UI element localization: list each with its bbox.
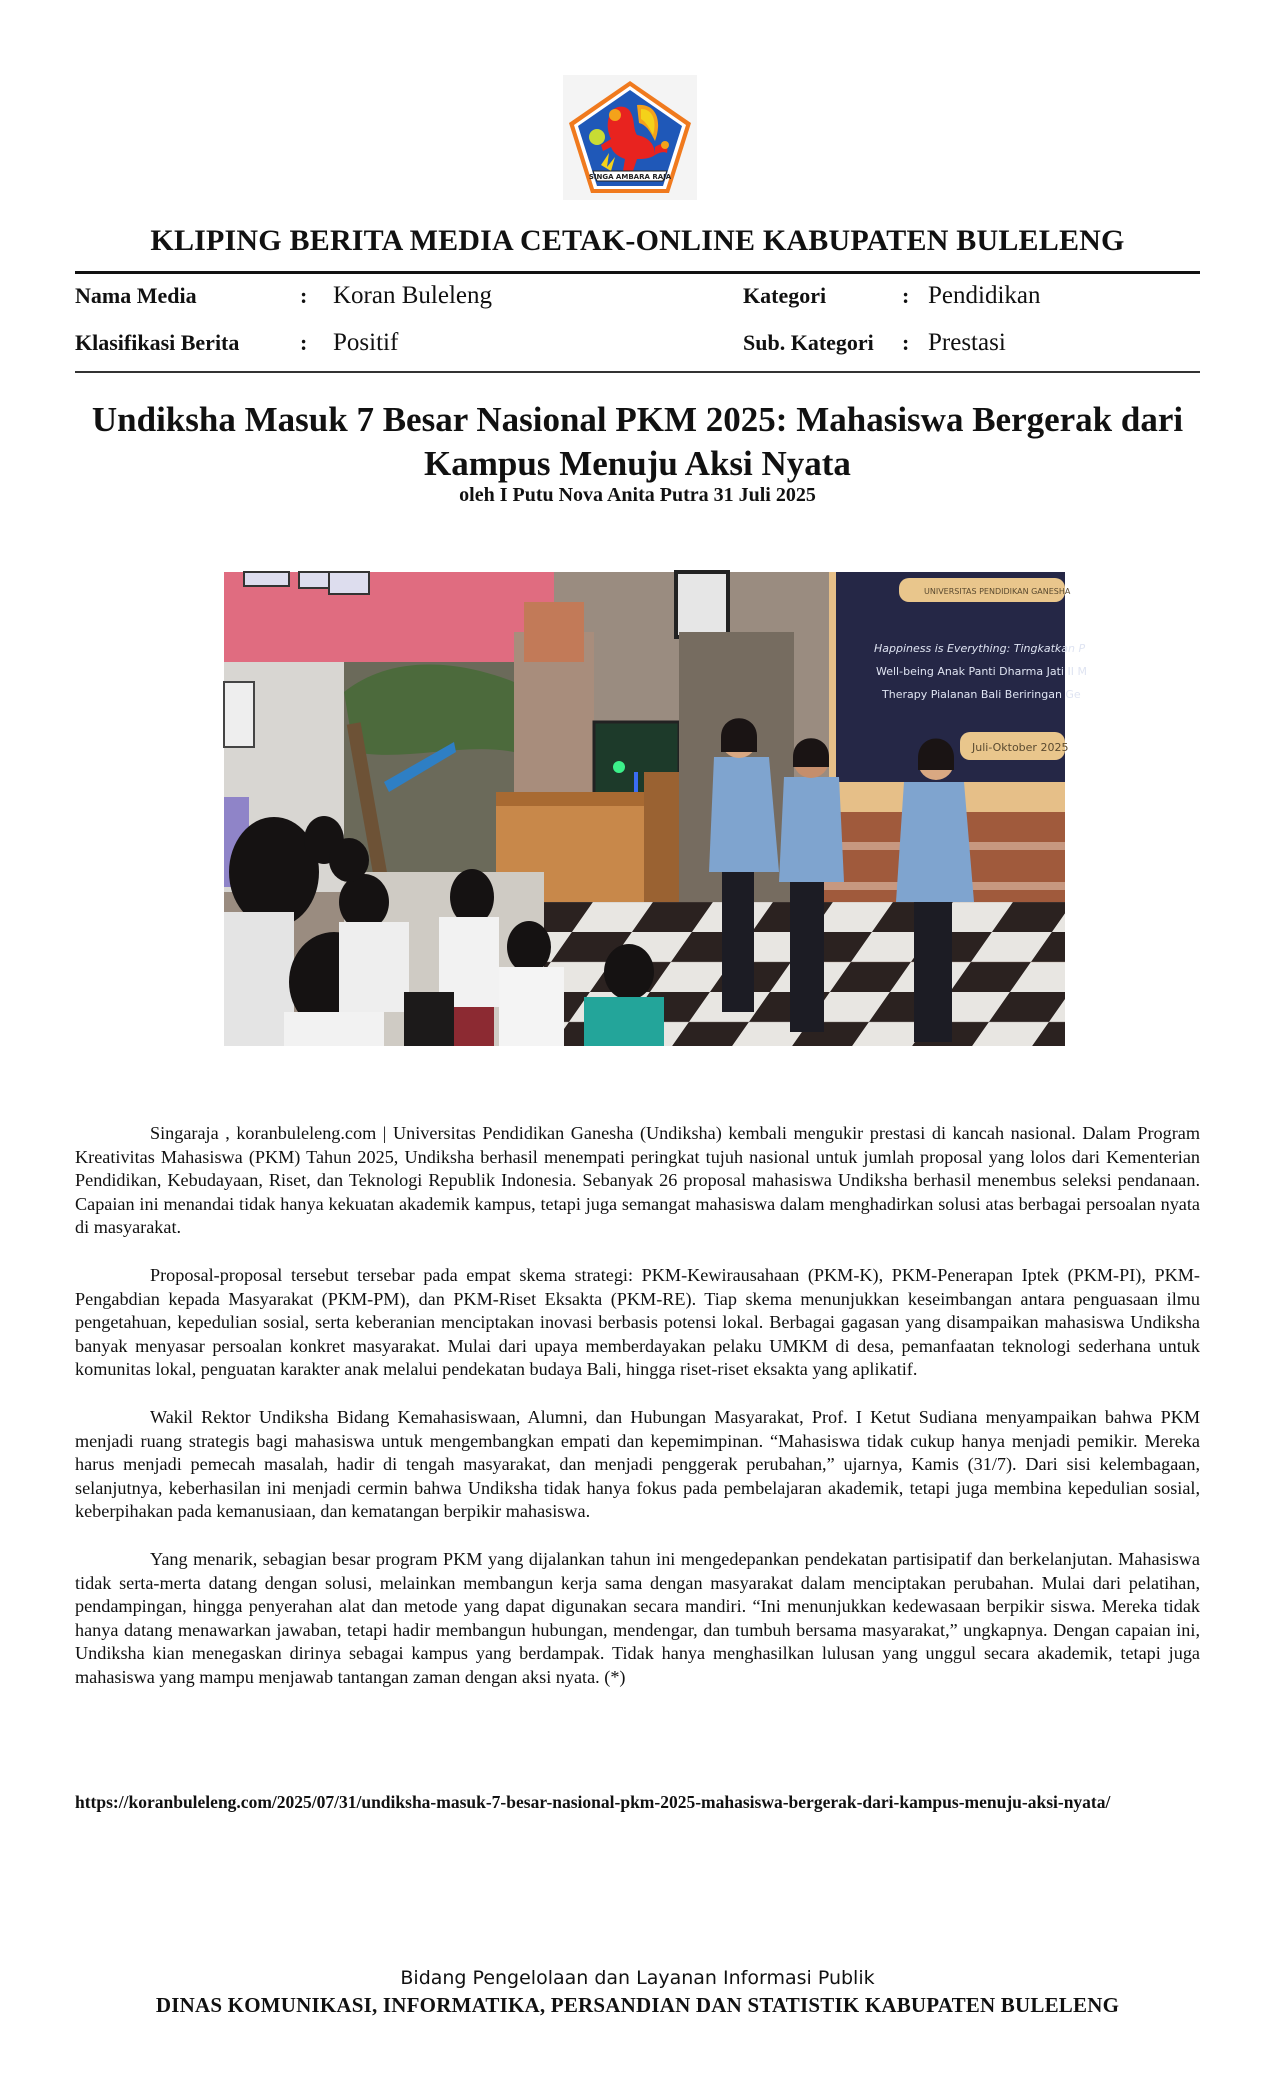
article-title: Undiksha Masuk 7 Besar Nasional PKM 2025: Mahasiswa Bergerak dari Kampus Menuju Aksi Nyata [91, 400, 1184, 483]
kabupaten-buleleng-crest-icon [563, 75, 697, 200]
meta-label-nama-media: Nama Media [75, 283, 197, 308]
header-divider-bottom [75, 371, 1200, 373]
footer-unit-name: Bidang Pengelolaan dan Layanan Informasi Publik [400, 1967, 875, 1989]
meta-separator: : [300, 283, 308, 308]
article-photo [224, 572, 1087, 1046]
article-paragraph: Yang menarik, sebagian besar program PKM yang dijalankan tahun ini mengedepankan pendekatan partisipatif dan berkelanjutan. Mahasiswa tidak serta-merta datang dengan solusi, melainkan membangun kerja sama dengan masyarakat dalam menciptakan perubahan. Mulai dari pelatihan, pendampingan, hingga penyerahan alat dan metode yang dapat digunakan secara mandiri. “Ini menunjukkan kedewasaan berpikir siswa. Mereka tidak hanya datang menawarkan jawaban, tetapi hadir membangun hubungan, mendengar, dan tumbuh bersama masyarakat,” ungkapnya. Dengan capaian ini, Undiksha kian menegaskan dirinya sebagai kampus yang berdampak. Tidak hanya menghasilkan lulusan yang unggul secara akademik, tetapi juga mahasiswa yang mampu menjawab tantangan zaman dengan aksi nyata. (*) [75, 1548, 1200, 1687]
article-paragraph: Proposal-proposal tersebut tersebar pada empat skema strategi: PKM-Kewirausahaan (PKM-K), PKM-Penerapan Iptek (PKM-PI), PKM-Pengabdian kepada Masyarakat (PKM-PM), dan PKM-Riset Eksakta (PKM-RE). Tiap skema menunjukkan keseimbangan antara penguasaan ilmu pengetahuan, kepedulian sosial, serta keberanian menciptakan inovasi berbasis potensi lokal. Berbagai gagasan yang disampaikan mahasiswa Undiksha banyak menyasar persoalan konkret masyarakat. Mulai dari upaya memberdayakan pelaku UMKM di desa, pemanfaatan teknologi sederhana untuk komunitas lokal, penguatan karakter anak melalui pendekatan budaya Bali, hingga riset-riset eksakta yang aplikatif. [75, 1264, 1200, 1380]
meta-label-klasifikasi-berita: Klasifikasi Berita [75, 330, 240, 355]
banner-line-1: Happiness is Everything: Tingkatkan P [874, 642, 1086, 655]
meta-separator: : [902, 283, 910, 308]
header-divider-top [75, 271, 1200, 274]
meta-value-nama-media: Koran Buleleng [333, 282, 492, 309]
article-body [75, 1122, 1200, 1713]
footer-agency-name: DINAS KOMUNIKASI, INFORMATIKA, PERSANDIAN DAN STATISTIK KABUPATEN BULELENG [155, 1993, 1120, 2017]
meta-value-klasifikasi-berita: Positif [333, 329, 399, 356]
meta-separator: : [902, 330, 910, 355]
photo-scene [224, 572, 1087, 1046]
meta-label-sub-kategori: Sub. Kategori [743, 330, 874, 355]
meta-value-kategori: Pendidikan [928, 282, 1041, 309]
banner-date: Juli-Oktober 2025 [972, 741, 1069, 754]
article-byline: oleh I Putu Nova Anita Putra 31 Juli 2025 [459, 484, 816, 506]
meta-label-kategori: Kategori [743, 283, 827, 308]
banner-line-3: Therapy Pialanan Bali Beriringan Ge [882, 688, 1081, 701]
crest-graphic [563, 75, 697, 200]
article-paragraph: Singaraja , koranbuleleng.com | Universitas Pendidikan Ganesha (Undiksha) kembali mengukir prestasi di kancah nasional. Dalam Program Kreativitas Mahasiswa (PKM) Tahun 2025, Undiksha berhasil menempati peringkat tujuh nasional untuk jumlah proposal yang lolos dari Kementerian Pendidikan, Kebudayaan, Riset, dan Teknologi Republik Indonesia. Sebanyak 26 proposal mahasiswa Undiksha berhasil menembus seleksi pendanaan. Capaian ini menandai tidak hanya kekuatan akademik kampus, tetapi juga semangat mahasiswa dalam menghadirkan solusi atas berbagai persoalan nyata di masyarakat. [75, 1123, 1200, 1238]
crest-ribbon-text: SINGA AMBARA RAJA [588, 173, 672, 181]
banner-line-2: Well-being Anak Panti Dharma Jati II M [876, 665, 1087, 678]
source-url-link[interactable]: https://koranbuleleng.com/2025/07/31/undiksha-masuk-7-besar-nasional-pkm-2025-mahasiswa-bergerak-dari-kampus-menuju-aksi-nyata/ [75, 1792, 1111, 1812]
meta-separator: : [300, 330, 308, 355]
meta-value-sub-kategori: Prestasi [928, 329, 1006, 356]
article-paragraph: Wakil Rektor Undiksha Bidang Kemahasiswaan, Alumni, dan Hubungan Masyarakat, Prof. I Ketut Sudiana menyampaikan bahwa PKM menjadi ruang strategis bagi mahasiswa untuk mengembangkan empati dan kepemimpinan. “Mahasiswa tidak cukup hanya menjadi pemikir. Mereka harus menjadi pemecah masalah, hadir di tengah masyarakat, dan menjadi penggerak perubahan,” ujarnya, Kamis (31/7). Dari sisi kelembagaan, selanjutnya, keberhasilan ini menjadi cermin bahwa Undiksha tidak hanya fokus pada pembelajaran akademik, tetapi juga membina kepedulian sosial, keberpihakan pada kemanusiaan, dan kematangan berpikir mahasiswa. [75, 1406, 1200, 1522]
document-title: KLIPING BERITA MEDIA CETAK-ONLINE KABUPATEN BULELENG [150, 224, 1125, 257]
banner-university: UNIVERSITAS PENDIDIKAN GANESHA [924, 587, 1071, 596]
